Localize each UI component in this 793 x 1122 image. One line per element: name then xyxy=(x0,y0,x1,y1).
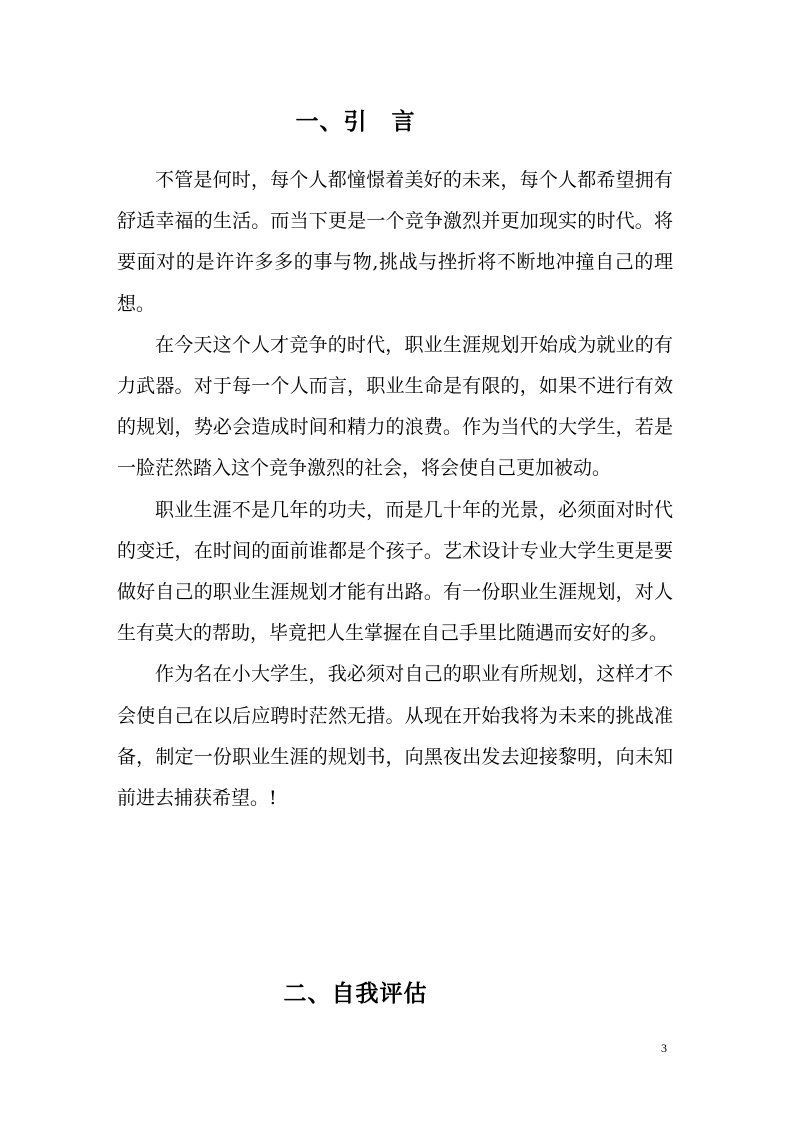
introduction-body xyxy=(117,160,673,819)
section-heading-introduction: 一、引 言 xyxy=(295,108,416,135)
paragraph: 作为名在小大学生，我必须对自己的职业有所规划，这样才不会使自己在以后应聘时茫然无措。从现在开始我将为未来的挑战准备，制定一份职业生涯的规划书，向黑夜出发去迎接黎明，向未知前进去捕获希望。! xyxy=(117,663,673,810)
page-number: 3 xyxy=(661,1041,667,1055)
paragraph: 职业生涯不是几年的功夫，而是几十年的光景，必须面对时代的变迁，在时间的面前谁都是个孩子。艺术设计专业大学生更是要做好自己的职业生涯规划才能有出路。有一份职业生涯规划，对人生有莫大的帮助，毕竟把人生掌握在自己手里比随遇而安好的多。 xyxy=(117,498,673,645)
paragraph: 在今天这个人才竞争的时代，职业生涯规划开始成为就业的有力武器。对于每一个人而言，职业生命是有限的，如果不进行有效的规划，势必会造成时间和精力的浪费。作为当代的大学生，若是一脸茫然踏入这个竞争激烈的社会，将会使自己更加被动。 xyxy=(117,333,673,480)
section-heading-self-assessment: 二、自我评估 xyxy=(283,980,428,1007)
paragraph: 不管是何时，每个人都憧憬着美好的未来，每个人都希望拥有舒适幸福的生活。而当下更是一个竞争激烈并更加现实的时代。将要面对的是许许多多的事与物,挑战与挫折将不断地冲撞自己的理想。 xyxy=(117,169,673,315)
